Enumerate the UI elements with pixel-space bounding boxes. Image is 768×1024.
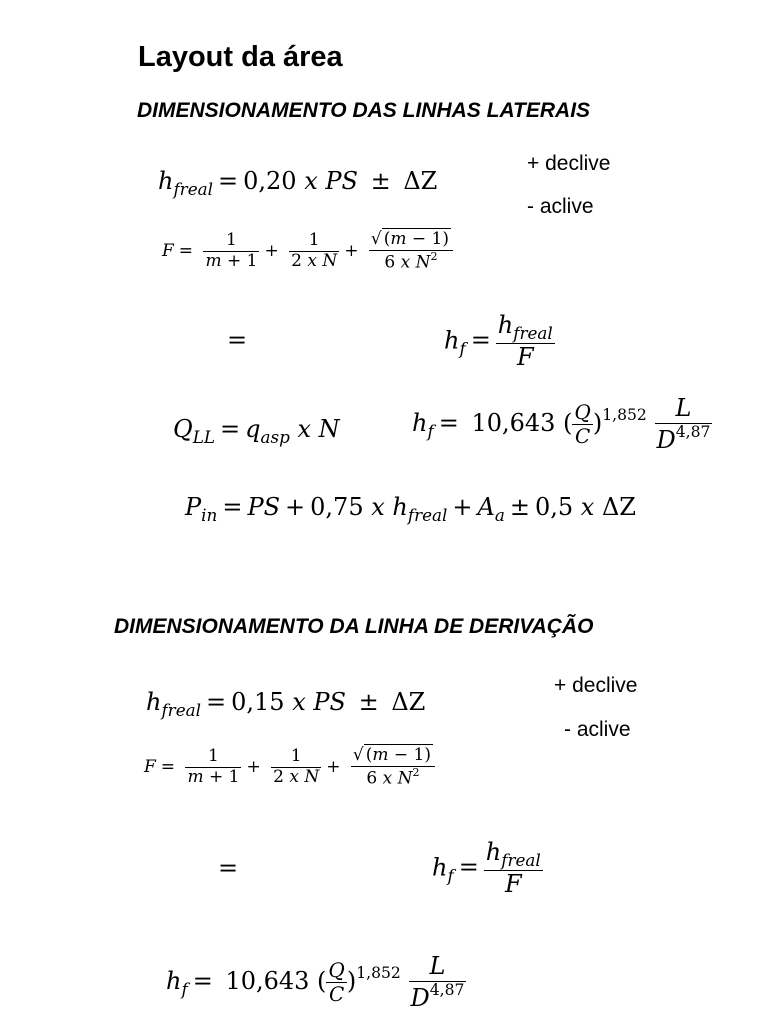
section-heading-lateral-lines: DIMENSIONAMENTO DAS LINHAS LATERAIS bbox=[137, 99, 591, 122]
equation-inlet-pressure: $P_{in}$ = PS + 0,75 x $h_{freal} + A_a \pm 0,5$ x ΔZ bbox=[185, 493, 636, 525]
section-heading-derivation-line: DIMENSIONAMENTO DA LINHA DE DERIVAÇÃO bbox=[114, 615, 594, 638]
note-declive: + declive bbox=[554, 674, 638, 697]
equation-hf-derivation: $h_f$ = $\frac{h_{freal}}{F}$ bbox=[432, 838, 541, 899]
equals-sign: = bbox=[227, 326, 248, 354]
equation-head-loss-allowed-derivation: $h_{freal} = 0,15$ x PS ± ΔZ bbox=[146, 688, 426, 720]
equation-christiansen-factor-derivation: F = $\frac{1}{m + 1}$ + $\frac{1}{\text{2 x N}}$ + $\frac{√ (m - 1)}{6 x N^2}$ bbox=[144, 746, 435, 789]
equation-head-loss-allowed-lateral: $h_{freal} = 0,20$ x PS ± ΔZ bbox=[158, 167, 438, 199]
page-title: Layout da área bbox=[138, 41, 343, 73]
equals-sign: = bbox=[218, 854, 239, 882]
equation-christiansen-factor-lateral: F = $\frac{1}{m + 1}$ + $\frac{1}{\text{2 x N}}$ + $\frac{√ (m - 1)}{6 x N^2}$ bbox=[162, 230, 453, 273]
note-aclive: - aclive bbox=[564, 718, 631, 741]
equation-hazen-williams-lateral: $h_f = 10,643$ ( $\frac{Q}{C}$ )$^{1,852}$ $\frac{L}{D^{4,87}}$ bbox=[412, 394, 711, 454]
equation-lateral-flow: $Q_{LL} = q_{asp}$ x N bbox=[173, 415, 340, 447]
note-declive: + declive bbox=[527, 152, 611, 175]
equation-hf-lateral: $h_f$ = $\frac{h_{freal}}{F}$ bbox=[444, 311, 553, 372]
equation-hazen-williams-derivation: $h_f = 10,643$ ( $\frac{Q}{C}$ )$^{1,852}$ $\frac{L}{D^{4,87}}$ bbox=[166, 952, 465, 1012]
note-aclive: - aclive bbox=[527, 195, 594, 218]
